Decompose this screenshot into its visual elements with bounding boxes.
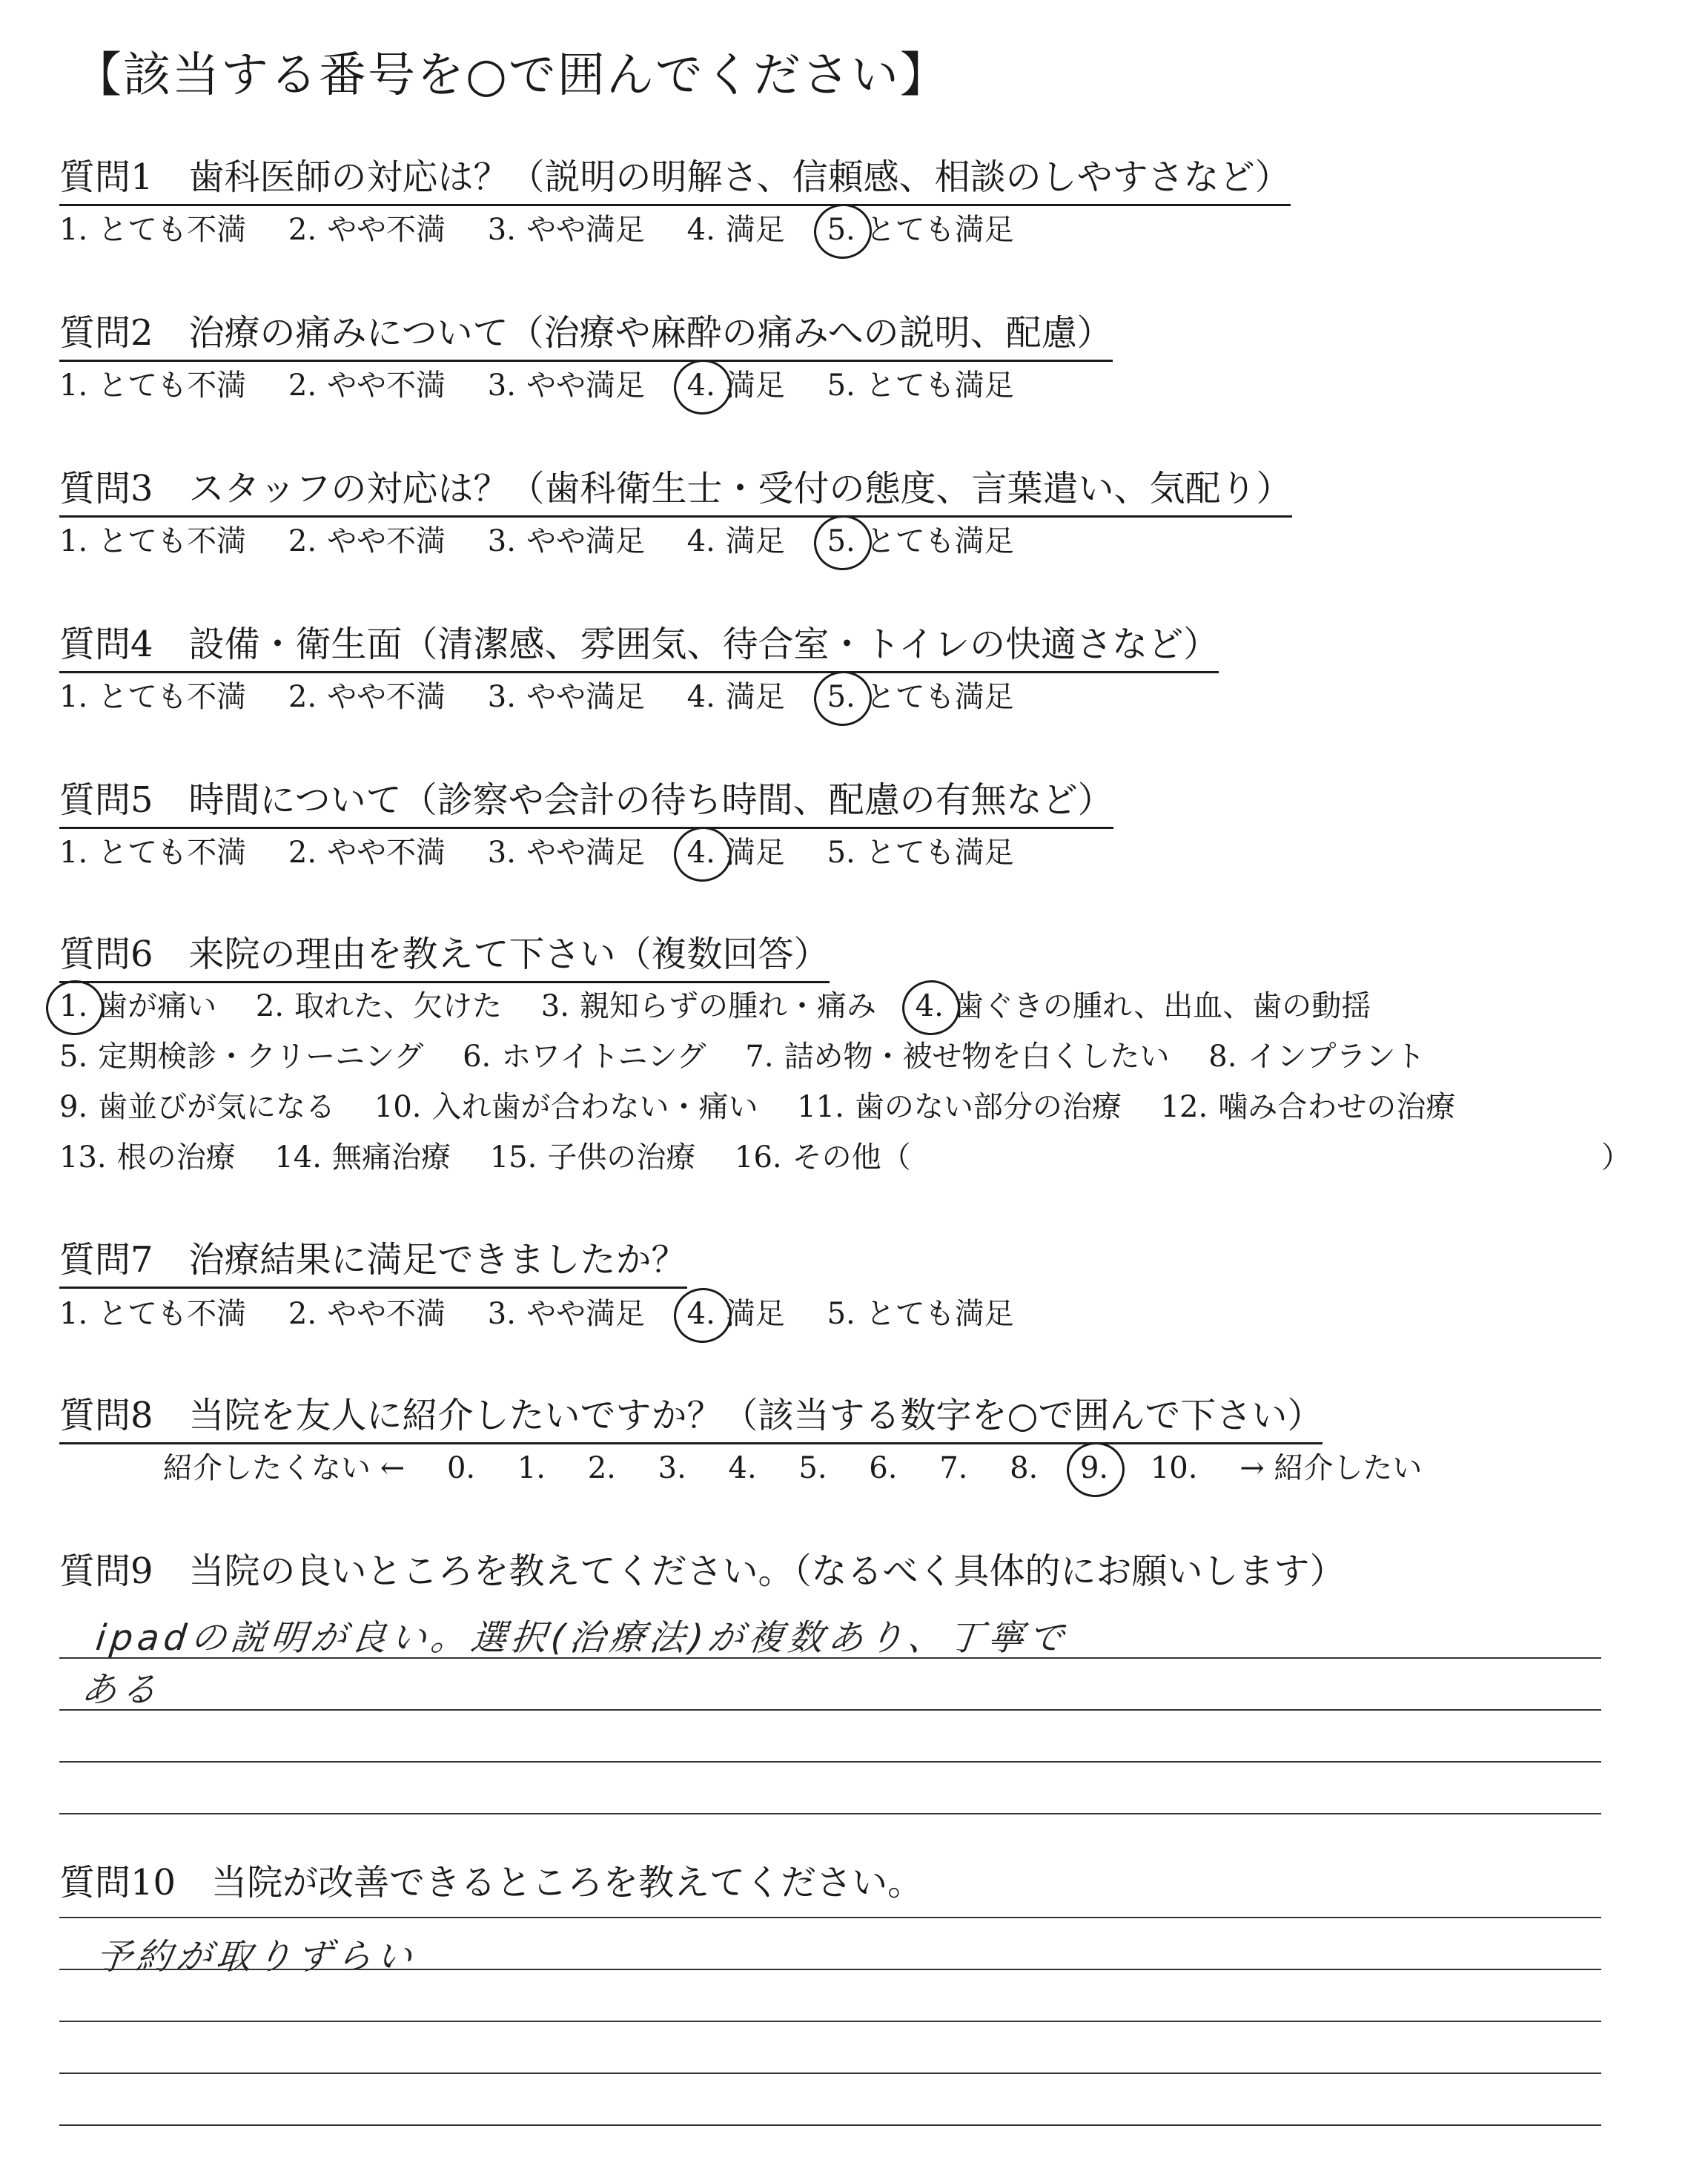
question-9-title: 質問9 当院の良いところを教えてください。（なるべく具体的にお願いします） [59, 1550, 1345, 1592]
reason-9[interactable]: 9. 歯並びが気になる [59, 1090, 336, 1124]
answer-rule [59, 1813, 1601, 1814]
reason-1[interactable]: 1. 歯が痛い [59, 989, 217, 1023]
nps-10[interactable]: 10. [1150, 1451, 1198, 1485]
question-1-title: 質問1 歯科医師の対応は？（説明の明解さ、信頼感、相談のしやすさなど） [59, 148, 1291, 206]
reason-4[interactable]: 4. 歯ぐきの腫れ、出血、歯の動揺 [915, 989, 1371, 1023]
option-4[interactable]: 4. 満足 [686, 524, 785, 558]
option-2[interactable]: 2. やや不満 [288, 369, 446, 403]
nps-scale [163, 1444, 1454, 1487]
nps-5[interactable]: 5. [798, 1451, 827, 1485]
nps-right-label: → 紹介したい [1239, 1451, 1423, 1485]
answer-rule [59, 1709, 1601, 1711]
nps-0[interactable]: 0. [446, 1451, 476, 1485]
nps-6[interactable]: 6. [869, 1451, 898, 1485]
selected-circle: 1. [59, 989, 88, 1023]
option-2[interactable]: 2. やや不満 [288, 1297, 446, 1331]
reason-3[interactable]: 3. 親知らずの腫れ・痛み [540, 989, 876, 1023]
nps-2[interactable]: 2. [587, 1451, 616, 1485]
q9-answer-line-2: ある [79, 1669, 164, 1711]
reason-11[interactable]: 11. 歯のない部分の治療 [797, 1090, 1122, 1124]
answer-rule [59, 2021, 1601, 2022]
option-2[interactable]: 2. やや不満 [288, 836, 446, 870]
option-4[interactable]: 4. 満足 [686, 836, 785, 870]
option-1[interactable]: 1. とても不満 [59, 680, 247, 714]
answer-rule [59, 1969, 1601, 1970]
answer-rule [59, 1761, 1601, 1763]
option-3[interactable]: 3. やや満足 [487, 369, 645, 403]
reason-10[interactable]: 10. 入れ歯が合わない・痛い [374, 1090, 758, 1124]
option-1[interactable]: 1. とても不満 [59, 369, 247, 403]
reason-14[interactable]: 14. 無痛治療 [274, 1140, 451, 1175]
option-3[interactable]: 3. やや満足 [487, 213, 645, 247]
nps-8[interactable]: 8. [1010, 1451, 1039, 1485]
option-1[interactable]: 1. とても不満 [59, 524, 247, 558]
option-3[interactable]: 3. やや満足 [487, 836, 645, 870]
reason-7[interactable]: 7. 詰め物・被せ物を白くしたい [745, 1040, 1170, 1074]
option-1[interactable]: 1. とても不満 [59, 213, 247, 247]
question-8-title: 質問8 当院を友人に紹介したいですか？（該当する数字を○で囲んで下さい） [59, 1387, 1323, 1444]
q9-answer-line-1: ipadの説明が良い。選択(治療法)が複数あり、丁寧で [93, 1617, 1070, 1659]
reason-2[interactable]: 2. 取れた、欠けた [255, 989, 503, 1023]
reasons-row-3 [59, 1083, 1485, 1126]
option-3[interactable]: 3. やや満足 [487, 524, 645, 558]
reason-8[interactable]: 8. インプラント [1208, 1040, 1426, 1074]
reasons-row-4 [59, 1134, 941, 1176]
other-close-paren: ） [1601, 1140, 1631, 1175]
option-5[interactable]: 5. とても満足 [827, 1297, 1014, 1331]
option-4[interactable]: 4. 満足 [686, 213, 785, 247]
question-5-title: 質問5 時間について（診察や会計の待ち時間、配慮の有無など） [59, 771, 1113, 829]
selected-circle: 5. [827, 680, 855, 714]
question-2-options [59, 362, 1047, 404]
selected-circle: 4. [915, 989, 944, 1023]
question-7-options [59, 1290, 1047, 1332]
option-3[interactable]: 3. やや満足 [487, 1297, 645, 1331]
option-4[interactable]: 4. 満足 [686, 1297, 785, 1331]
option-2[interactable]: 2. やや不満 [288, 680, 446, 714]
selected-circle: 4. [686, 369, 715, 403]
option-2[interactable]: 2. やや不満 [288, 213, 446, 247]
question-4-title: 質問4 設備・衛生面（清潔感、雰囲気、待合室・トイレの快適さなど） [59, 615, 1219, 673]
option-5[interactable]: 5. とても満足 [827, 680, 1014, 714]
selected-circle: 4. [686, 836, 715, 870]
reason-13[interactable]: 13. 根の治療 [59, 1140, 236, 1175]
question-7-title: 質問7 治療結果に満足できましたか？ [59, 1231, 687, 1289]
question-4-options [59, 673, 1047, 716]
option-5[interactable]: 5. とても満足 [827, 836, 1014, 870]
answer-rule [59, 2124, 1601, 2126]
reason-15[interactable]: 15. 子供の治療 [489, 1140, 696, 1175]
nps-7[interactable]: 7. [939, 1451, 968, 1485]
question-2-title: 質問2 治療の痛みについて（治療や麻酔の痛みへの説明、配慮） [59, 304, 1113, 362]
option-5[interactable]: 5. とても満足 [827, 524, 1014, 558]
selected-circle: 5. [827, 524, 855, 558]
question-10-title: 質問10 当院が改善できるところを教えてください。 [59, 1862, 924, 1903]
option-1[interactable]: 1. とても不満 [59, 1297, 247, 1331]
answer-rule [59, 1917, 1601, 1918]
option-2[interactable]: 2. やや不満 [288, 524, 446, 558]
page-header: 【該当する番号を○で囲んでください】 [74, 48, 949, 103]
reasons-row-2 [59, 1033, 1454, 1075]
nps-left-label: 紹介したくない ← [163, 1451, 406, 1485]
question-3-title: 質問3 スタッフの対応は？（歯科衛生士・受付の態度、言葉遣い、気配り） [59, 460, 1292, 518]
question-5-options [59, 829, 1047, 871]
nps-3[interactable]: 3. [658, 1451, 686, 1485]
selected-circle: 5. [827, 213, 855, 247]
reasons-row-1 [59, 982, 1400, 1025]
option-1[interactable]: 1. とても不満 [59, 836, 247, 870]
question-1-options [59, 206, 1047, 248]
nps-4[interactable]: 4. [728, 1451, 757, 1485]
q10-answer: 予約が取りずらい [93, 1936, 419, 1978]
reason-6[interactable]: 6. ホワイトニング [463, 1040, 706, 1074]
nps-1[interactable]: 1. [517, 1451, 546, 1485]
option-5[interactable]: 5. とても満足 [827, 213, 1014, 247]
selected-circle: 4. [686, 1297, 715, 1331]
option-4[interactable]: 4. 満足 [686, 369, 785, 403]
question-6-title: 質問6 来院の理由を教えて下さい（複数回答） [59, 925, 830, 983]
question-3-options [59, 518, 1047, 560]
reason-12[interactable]: 12. 噛み合わせの治療 [1160, 1090, 1456, 1124]
answer-rule [59, 2073, 1601, 2074]
option-4[interactable]: 4. 満足 [686, 680, 785, 714]
reason-5[interactable]: 5. 定期検診・クリーニング [59, 1040, 424, 1074]
nps-9-selected[interactable]: 9. [1079, 1451, 1109, 1485]
option-3[interactable]: 3. やや満足 [487, 680, 645, 714]
answer-rule [59, 1657, 1601, 1659]
option-5[interactable]: 5. とても満足 [827, 369, 1014, 403]
reason-16[interactable]: 16. その他（ [735, 1140, 911, 1175]
